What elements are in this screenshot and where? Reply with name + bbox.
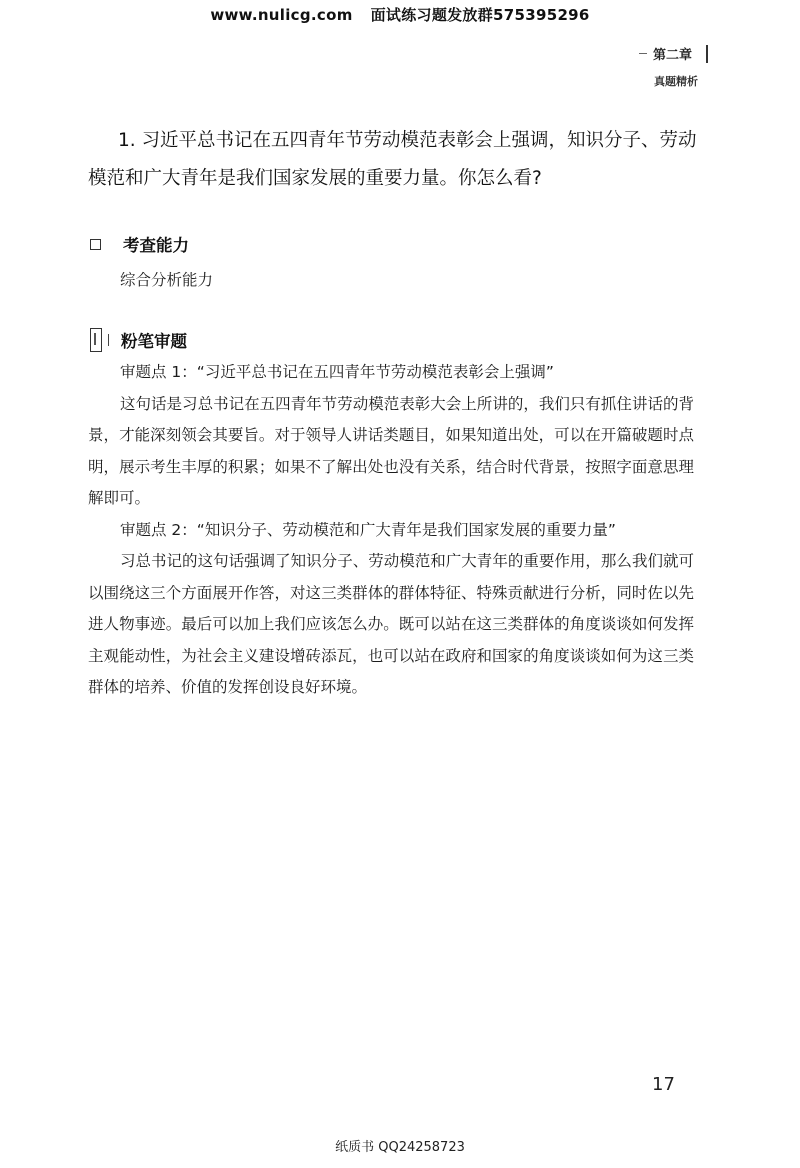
page-number: 17	[652, 1074, 675, 1095]
chapter-bar	[706, 45, 708, 63]
chapter-header	[639, 44, 708, 89]
watermark-group-text: 面试练习题发放群575395296	[370, 6, 590, 24]
bottom-watermark: 纸质书 QQ24258723	[335, 1140, 465, 1155]
ability-heading-label: 考查能力	[123, 236, 189, 255]
chapter-title-row	[639, 44, 708, 63]
checkbox-icon	[90, 239, 101, 250]
question-text: 1. 习近平总书记在五四青年节劳动模范表彰会上强调，知识分子、劳动模范和广大青年是我们国家发展的重要力量。你怎么看?	[88, 130, 697, 189]
top-watermark	[0, 4, 800, 25]
point2-title: 审题点 2：“知识分子、劳动模范和广大青年是我们国家发展的重要力量”	[120, 520, 616, 539]
chapter-dash	[639, 53, 647, 54]
point1-body: 这句话是习总书记在五四青年节劳动模范表彰大会上所讲的，我们只有抓住讲话的背景，才能深刻领会其要旨。对于领导人讲话类题目，如果知道出处，可以在开篇破题时点明，展示考生丰厚的积累；如果不了解出处也没有关系，结合时代背景，按照字面意思理解即可。	[88, 394, 694, 507]
pen-icon	[90, 328, 102, 352]
analysis-heading	[90, 328, 187, 352]
point1-title: 审题点 1：“习近平总书记在五四青年节劳动模范表彰会上强调”	[120, 363, 554, 381]
point2-body: 习总书记的这句话强调了知识分子、劳动模范和广大青年的重要作用，那么我们就可以围绕这三个方面展开作答，对这三类群体的群体特征、特殊贡献进行分析，同时佐以先进人物事迹。最后可以加上我们应该怎么办。既可以站在这三类群体的角度谈谈如何发挥主观能动性，为社会主义建设增砖添瓦，也可以站在政府和国家的角度谈谈如何为这三类群体的培养、价值的发挥创设良好环境。	[88, 552, 694, 696]
chapter-subtitle: 真题精析	[654, 75, 698, 88]
pen-tick-mark	[108, 334, 109, 346]
analysis-heading-label: 粉笔审题	[121, 332, 187, 351]
watermark-url: www.nulicg.com	[210, 6, 353, 24]
chapter-title: 第二章	[652, 48, 692, 63]
ability-value: 综合分析能力	[120, 271, 214, 289]
ability-heading	[90, 232, 189, 256]
analysis-body	[88, 357, 694, 704]
